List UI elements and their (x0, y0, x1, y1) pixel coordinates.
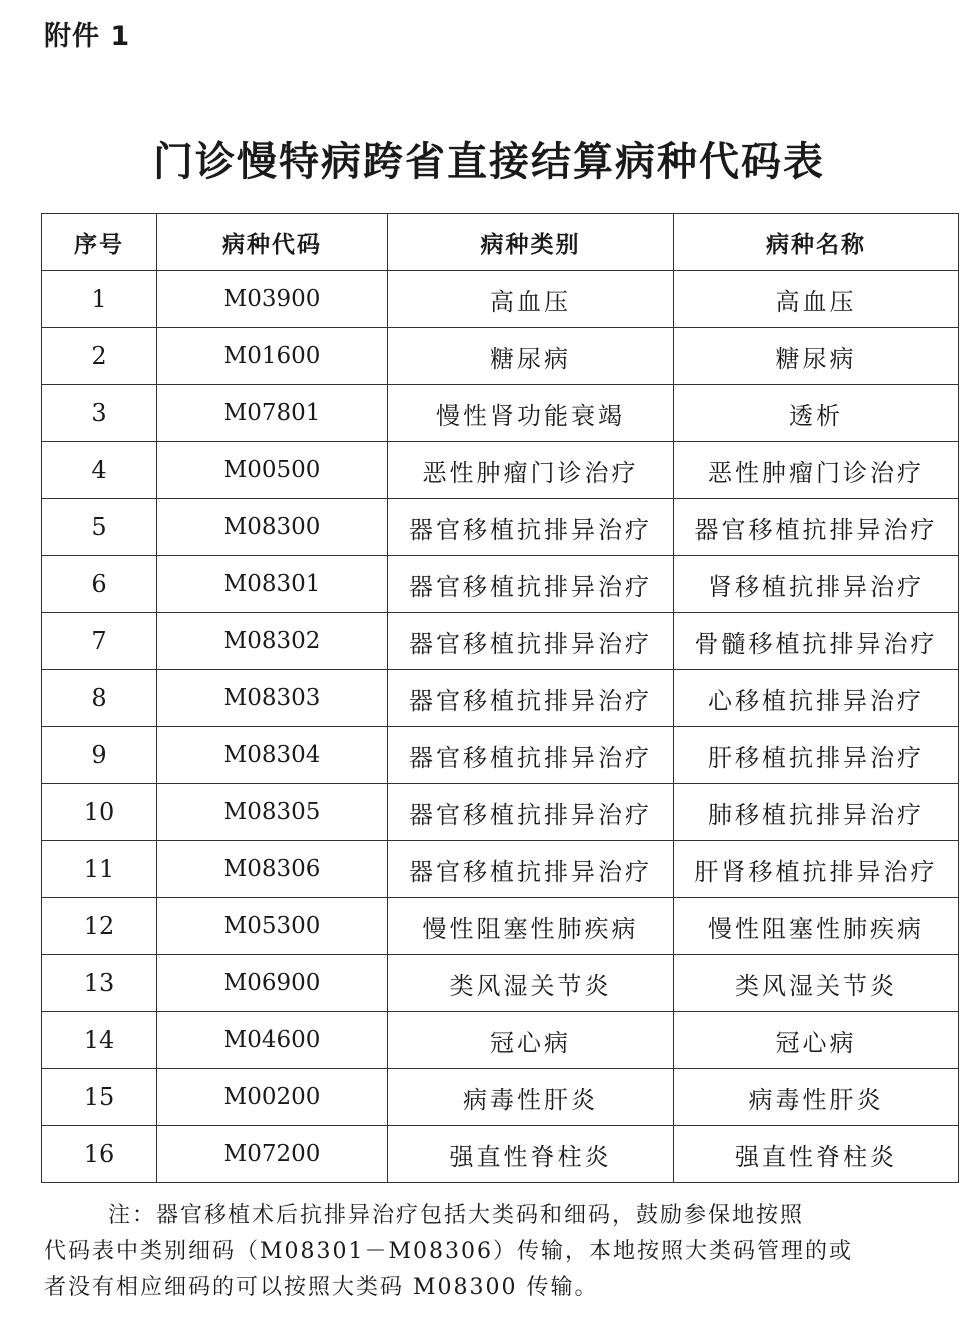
cell-serial-number: 12 (42, 898, 157, 955)
cell-disease-category: 器官移植抗排异治疗 (388, 670, 674, 727)
cell-disease-name: 心移植抗排异治疗 (674, 670, 959, 727)
cell-disease-name: 慢性阻塞性肺疾病 (674, 898, 959, 955)
footnote (44, 1198, 958, 1306)
cell-disease-code: M08303 (157, 670, 388, 727)
cell-disease-category: 慢性肾功能衰竭 (388, 385, 674, 442)
cell-disease-code: M00200 (157, 1069, 388, 1126)
table-row (42, 727, 959, 784)
cell-serial-number: 7 (42, 613, 157, 670)
cell-serial-number: 9 (42, 727, 157, 784)
cell-disease-category: 器官移植抗排异治疗 (388, 613, 674, 670)
cell-disease-category: 器官移植抗排异治疗 (388, 499, 674, 556)
footnote-line-1: 注：器官移植术后抗排异治疗包括大类码和细码，鼓励参保地按照 (108, 1203, 805, 1228)
table-row (42, 442, 959, 499)
table-row (42, 1126, 959, 1183)
cell-disease-name: 器官移植抗排异治疗 (674, 499, 959, 556)
cell-disease-category: 器官移植抗排异治疗 (388, 841, 674, 898)
cell-disease-name: 强直性脊柱炎 (674, 1126, 959, 1183)
cell-serial-number: 8 (42, 670, 157, 727)
cell-disease-code: M04600 (157, 1012, 388, 1069)
cell-disease-name: 糖尿病 (674, 328, 959, 385)
disease-code-table (41, 213, 959, 1183)
cell-serial-number: 4 (42, 442, 157, 499)
cell-disease-category: 冠心病 (388, 1012, 674, 1069)
cell-disease-category: 器官移植抗排异治疗 (388, 556, 674, 613)
cell-serial-number: 13 (42, 955, 157, 1012)
table-row (42, 784, 959, 841)
table-row (42, 556, 959, 613)
cell-disease-name: 恶性肿瘤门诊治疗 (674, 442, 959, 499)
table-row (42, 1069, 959, 1126)
cell-disease-code: M08306 (157, 841, 388, 898)
cell-disease-category: 强直性脊柱炎 (388, 1126, 674, 1183)
table-row (42, 271, 959, 328)
cell-disease-name: 病毒性肝炎 (674, 1069, 959, 1126)
cell-disease-category: 慢性阻塞性肺疾病 (388, 898, 674, 955)
cell-disease-category: 器官移植抗排异治疗 (388, 727, 674, 784)
cell-disease-category: 病毒性肝炎 (388, 1069, 674, 1126)
table-row (42, 328, 959, 385)
cell-disease-category: 糖尿病 (388, 328, 674, 385)
cell-disease-code: M08301 (157, 556, 388, 613)
table-row (42, 613, 959, 670)
header-serial-number: 序号 (42, 214, 157, 271)
cell-disease-code: M07801 (157, 385, 388, 442)
header-disease-code: 病种代码 (157, 214, 388, 271)
cell-disease-name: 肝肾移植抗排异治疗 (674, 841, 959, 898)
cell-serial-number: 14 (42, 1012, 157, 1069)
cell-disease-name: 类风湿关节炎 (674, 955, 959, 1012)
cell-disease-code: M06900 (157, 955, 388, 1012)
cell-disease-code: M00500 (157, 442, 388, 499)
footnote-line-2: 代码表中类别细码（M08301－M08306）传输，本地按照大类码管理的或 (44, 1239, 854, 1264)
cell-disease-name: 肾移植抗排异治疗 (674, 556, 959, 613)
cell-disease-code: M01600 (157, 328, 388, 385)
cell-disease-code: M08304 (157, 727, 388, 784)
cell-disease-name: 透析 (674, 385, 959, 442)
cell-disease-category: 高血压 (388, 271, 674, 328)
cell-disease-code: M07200 (157, 1126, 388, 1183)
table-row (42, 499, 959, 556)
cell-disease-name: 肝移植抗排异治疗 (674, 727, 959, 784)
attachment-label: 附件 1 (44, 21, 131, 52)
footnote-line-3: 者没有相应细码的可以按照大类码 M08300 传输。 (44, 1275, 599, 1300)
cell-disease-category: 恶性肿瘤门诊治疗 (388, 442, 674, 499)
cell-serial-number: 5 (42, 499, 157, 556)
cell-serial-number: 6 (42, 556, 157, 613)
cell-disease-code: M08302 (157, 613, 388, 670)
cell-disease-code: M05300 (157, 898, 388, 955)
table-row (42, 385, 959, 442)
cell-disease-name: 骨髓移植抗排异治疗 (674, 613, 959, 670)
cell-serial-number: 1 (42, 271, 157, 328)
cell-disease-name: 肺移植抗排异治疗 (674, 784, 959, 841)
cell-disease-category: 器官移植抗排异治疗 (388, 784, 674, 841)
table-row (42, 670, 959, 727)
cell-serial-number: 10 (42, 784, 157, 841)
cell-serial-number: 15 (42, 1069, 157, 1126)
table-row (42, 898, 959, 955)
cell-disease-name: 高血压 (674, 271, 959, 328)
cell-disease-code: M08300 (157, 499, 388, 556)
cell-disease-code: M03900 (157, 271, 388, 328)
cell-disease-category: 类风湿关节炎 (388, 955, 674, 1012)
cell-disease-name: 冠心病 (674, 1012, 959, 1069)
header-disease-name: 病种名称 (674, 214, 959, 271)
table-row (42, 1012, 959, 1069)
table-header-row (42, 214, 959, 271)
cell-serial-number: 2 (42, 328, 157, 385)
document-title: 门诊慢特病跨省直接结算病种代码表 (153, 139, 825, 185)
header-disease-category: 病种类别 (388, 214, 674, 271)
table-row (42, 841, 959, 898)
cell-serial-number: 16 (42, 1126, 157, 1183)
cell-serial-number: 11 (42, 841, 157, 898)
cell-serial-number: 3 (42, 385, 157, 442)
table-row (42, 955, 959, 1012)
cell-disease-code: M08305 (157, 784, 388, 841)
